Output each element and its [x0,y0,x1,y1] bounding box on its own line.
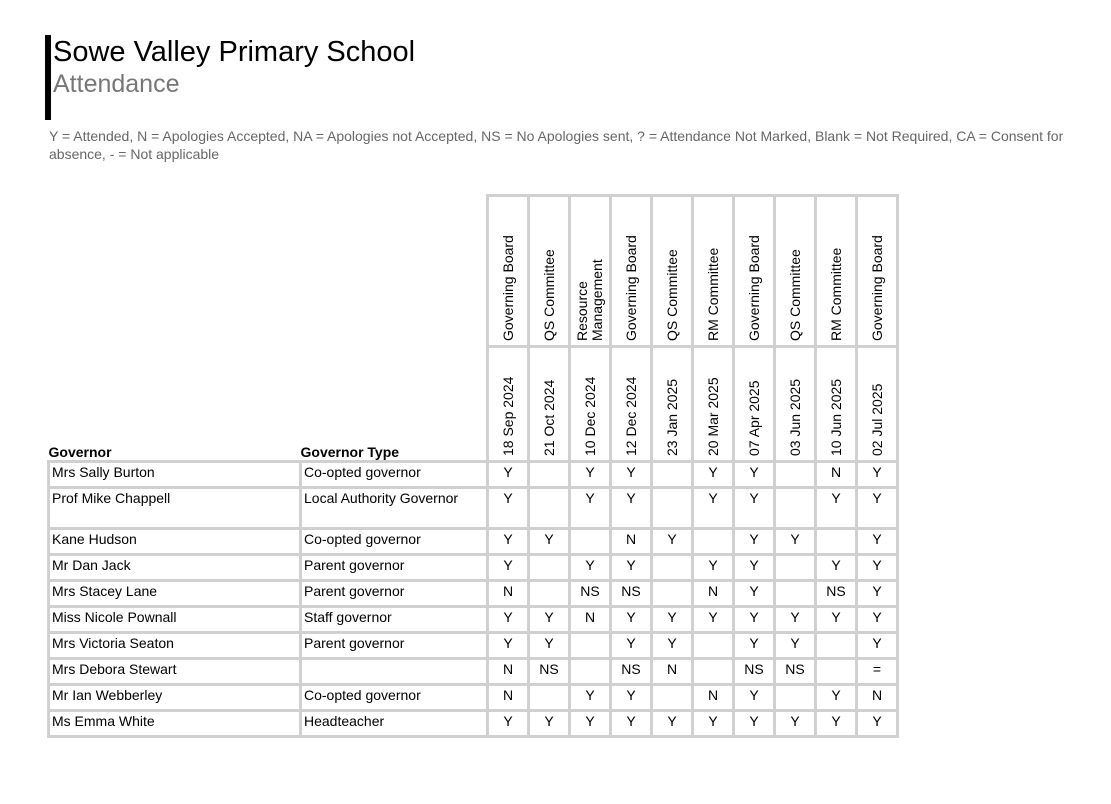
attendance-cell [570,633,611,659]
attendance-cell: NS [529,659,570,685]
attendance-cell: NS [775,659,816,685]
attendance-cell [652,555,693,581]
attendance-cell: Y [570,462,611,488]
attendance-cell: Y [734,462,775,488]
attendance-cell: N [488,659,529,685]
attendance-cell: N [488,685,529,711]
attendance-cell [693,633,734,659]
attendance-cell: Y [857,607,898,633]
governor-type: Headteacher [301,711,488,737]
meeting-date-label: 21 Oct 2024 [540,379,557,456]
meeting-date-header [816,347,857,462]
attendance-cell: N [652,659,693,685]
table-row [49,659,898,685]
governor-type: Local Authority Governor [301,488,488,529]
governor-type: Parent governor [301,581,488,607]
attendance-cell: Y [611,685,652,711]
attendance-cell [816,529,857,555]
meeting-date-label: 03 Jun 2025 [786,378,803,456]
attendance-cell: Y [652,529,693,555]
attendance-cell: Y [734,555,775,581]
meeting-date-label: 10 Jun 2025 [827,378,844,456]
attendance-cell: Y [488,529,529,555]
attendance-cell [529,462,570,488]
governor-type [301,659,488,685]
attendance-cell: Y [734,488,775,529]
table-row [49,607,898,633]
attendance-cell: Y [816,607,857,633]
attendance-cell: N [693,685,734,711]
attendance-cell: Y [857,633,898,659]
attendance-cell: Y [734,685,775,711]
attendance-cell: Y [734,711,775,737]
meeting-type-header-row [49,196,898,347]
governor-type: Parent governor [301,633,488,659]
meeting-type-header [652,196,693,347]
attendance-cell: Y [570,685,611,711]
attendance-cell: Y [611,607,652,633]
meeting-type-label: RM Committee [827,247,844,341]
meeting-type-label: Governing Board [622,235,639,341]
governor-name: Ms Emma White [49,711,301,737]
attendance-cell: Y [529,711,570,737]
table-row [49,581,898,607]
table-row [49,462,898,488]
attendance-cell: Y [693,488,734,529]
governor-name: Kane Hudson [49,529,301,555]
meeting-date-header [857,347,898,462]
attendance-table [47,194,899,738]
attendance-cell: NS [734,659,775,685]
attendance-cell: Y [529,529,570,555]
attendance-cell [693,529,734,555]
attendance-cell: Y [693,462,734,488]
attendance-cell [570,529,611,555]
attendance-cell: NS [611,659,652,685]
attendance-cell: Y [488,462,529,488]
attendance-cell [775,462,816,488]
attendance-cell [816,633,857,659]
attendance-cell: Y [570,711,611,737]
attendance-cell: Y [652,711,693,737]
attendance-cell [529,685,570,711]
governor-type: Staff governor [301,607,488,633]
attendance-cell [529,581,570,607]
governor-type: Co-opted governor [301,529,488,555]
attendance-cell: Y [857,462,898,488]
attendance-cell: Y [816,711,857,737]
attendance-cell: Y [734,607,775,633]
meeting-type-header [734,196,775,347]
attendance-cell: Y [734,633,775,659]
attendance-cell [652,581,693,607]
attendance-cell [570,659,611,685]
meeting-date-header [611,347,652,462]
meeting-date-header [734,347,775,462]
attendance-cell: Y [734,529,775,555]
attendance-cell: N [611,529,652,555]
attendance-cell: Y [488,607,529,633]
meeting-date-header-row [49,347,898,462]
attendance-cell: Y [857,711,898,737]
governor-name: Mrs Debora Stewart [49,659,301,685]
meeting-date-header [693,347,734,462]
attendance-cell [693,659,734,685]
attendance-cell: Y [611,633,652,659]
attendance-cell: Y [857,555,898,581]
meeting-type-header [570,196,611,347]
attendance-cell [652,462,693,488]
attendance-cell: Y [857,581,898,607]
attendance-cell: N [693,581,734,607]
meeting-date-label: 10 Dec 2024 [581,376,598,456]
attendance-cell [775,685,816,711]
attendance-cell [529,488,570,529]
attendance-cell: NS [570,581,611,607]
meeting-type-header [488,196,529,347]
attendance-cell [652,685,693,711]
governor-type: Co-opted governor [301,462,488,488]
meeting-type-label: Governing Board [868,235,885,341]
attendance-cell [816,659,857,685]
header-spacer [49,196,488,347]
table-row [49,529,898,555]
meeting-type-header [775,196,816,347]
attendance-cell: N [570,607,611,633]
page-title: Sowe Valley Primary School [53,36,416,68]
attendance-cell: NS [611,581,652,607]
governor-type-column-header: Governor Type [300,444,400,460]
attendance-cell: Y [857,529,898,555]
meeting-type-header [611,196,652,347]
attendance-cell: Y [816,555,857,581]
attendance-cell: Y [693,711,734,737]
attendance-cell: Y [652,633,693,659]
table-row [49,633,898,659]
table-row [49,488,898,529]
attendance-cell: Y [488,555,529,581]
meeting-type-label: RM Committee [704,247,721,341]
meeting-type-label: QS Committee [663,249,680,341]
table-row [49,711,898,737]
governor-column-header: Governor [48,444,112,460]
attendance-cell: Y [611,555,652,581]
attendance-cell [775,555,816,581]
meeting-type-label: QS Committee [786,249,803,341]
attendance-cell: Y [652,607,693,633]
attendance-legend: Y = Attended, N = Apologies Accepted, NA = Apologies not Accepted, NS = No Apologies sent, ? = Attendance Not Marked, Blank = Not Required, CA = Consent for absence, - = Not applicable [49,128,1064,162]
attendance-cell: Y [775,607,816,633]
attendance-cell: Y [488,488,529,529]
meeting-date-header [488,347,529,462]
attendance-cell: Y [570,488,611,529]
table-row [49,555,898,581]
attendance-cell: NS [816,581,857,607]
attendance-cell: Y [693,555,734,581]
meeting-type-label: QS Committee [540,249,557,341]
meeting-date-label: 20 Mar 2025 [704,377,721,456]
meeting-date-label: 07 Apr 2025 [745,380,762,456]
attendance-table-body [49,462,898,737]
meeting-date-header [652,347,693,462]
attendance-cell [529,555,570,581]
meeting-date-header [529,347,570,462]
attendance-cell: Y [775,633,816,659]
meeting-type-header [857,196,898,347]
attendance-cell: Y [816,488,857,529]
attendance-cell: Y [611,711,652,737]
meeting-date-label: 02 Jul 2025 [868,383,885,456]
governor-type: Co-opted governor [301,685,488,711]
attendance-cell: N [816,462,857,488]
attendance-cell: Y [529,607,570,633]
attendance-cell: Y [488,633,529,659]
attendance-cell: Y [611,462,652,488]
meeting-date-header [570,347,611,462]
attendance-cell: Y [816,685,857,711]
attendance-cell: N [488,581,529,607]
governor-name: Mrs Stacey Lane [49,581,301,607]
governor-name: Mrs Sally Burton [49,462,301,488]
governor-name: Mr Dan Jack [49,555,301,581]
governor-type: Parent governor [301,555,488,581]
attendance-cell: Y [570,555,611,581]
attendance-cell [652,488,693,529]
governor-name: Prof Mike Chappell [49,488,301,529]
page-subtitle: Attendance [53,70,180,98]
governor-name: Miss Nicole Pownall [49,607,301,633]
meeting-type-label: Governing Board [499,235,516,341]
attendance-cell: Y [857,488,898,529]
meeting-date-label: 12 Dec 2024 [622,376,639,456]
attendance-cell: Y [734,581,775,607]
attendance-cell: Y [611,488,652,529]
meeting-date-label: 23 Jan 2025 [663,378,680,456]
title-block [45,35,415,120]
attendance-cell: N [857,685,898,711]
attendance-cell: Y [775,711,816,737]
attendance-cell: = [857,659,898,685]
governor-name: Mr Ian Webberley [49,685,301,711]
attendance-cell: Y [488,711,529,737]
attendance-cell: Y [775,529,816,555]
attendance-cell [775,488,816,529]
meeting-type-header [816,196,857,347]
meeting-date-header [775,347,816,462]
governor-name: Mrs Victoria Seaton [49,633,301,659]
attendance-cell [775,581,816,607]
meeting-type-header [693,196,734,347]
meeting-type-label: Resource Management [574,259,605,341]
attendance-cell: Y [693,607,734,633]
meeting-type-header [529,196,570,347]
attendance-cell: Y [529,633,570,659]
meeting-date-label: 18 Sep 2024 [499,376,516,456]
meeting-type-label: Governing Board [745,235,762,341]
table-row [49,685,898,711]
